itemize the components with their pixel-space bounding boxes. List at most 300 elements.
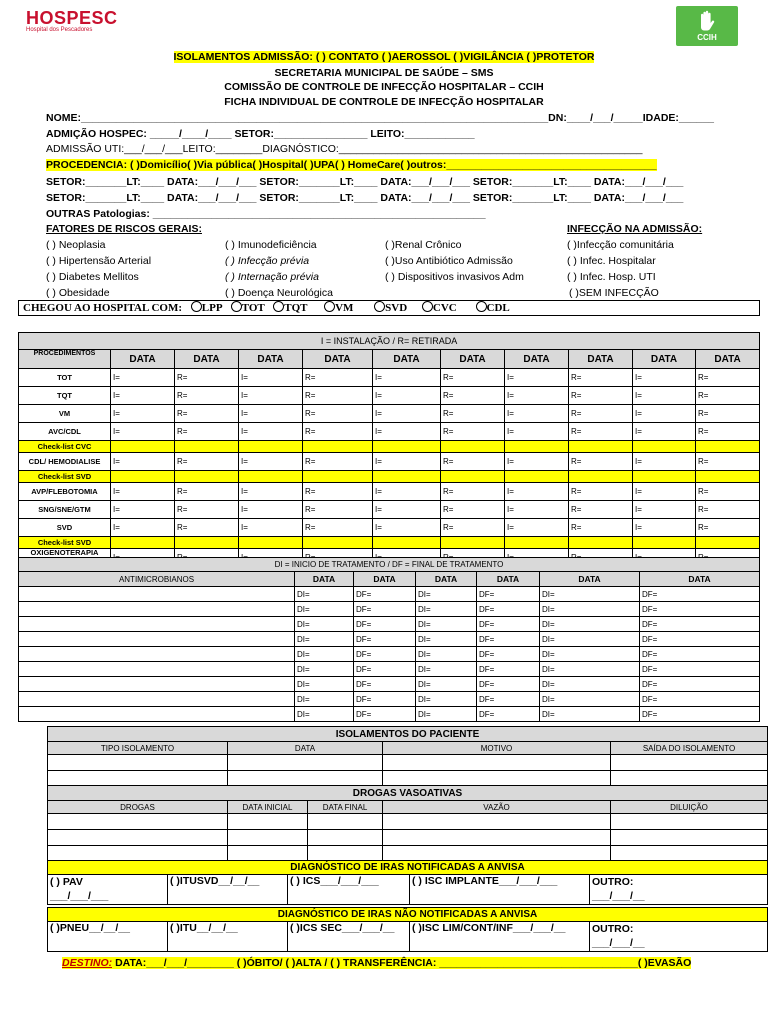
retirada-cell[interactable]: R= — [696, 519, 760, 537]
retirada-cell[interactable]: R= — [696, 501, 760, 519]
procedimento-label-text: CDL/ HEMODIALISE — [28, 457, 101, 466]
antimicrobiano-name-cell[interactable] — [19, 647, 295, 662]
antimicrobiano-row — [19, 677, 760, 692]
risk-diabetes[interactable]: ( ) Diabetes Mellitos — [46, 271, 139, 283]
checklist-cell[interactable] — [373, 441, 441, 453]
instalacao-cell[interactable]: I= — [239, 519, 303, 537]
antimicrobianos-header-data: DATA — [354, 572, 416, 587]
antimicrobianos-header: ANTIMICROBIANOS — [19, 572, 295, 587]
instalacao-cell[interactable]: I= — [633, 387, 696, 405]
instalacao-cell[interactable]: I= — [633, 501, 696, 519]
instalacao-cell[interactable]: I= — [633, 423, 696, 441]
admissao-uti-field[interactable]: ADMISSÃO UTI:___/___/___LEITO:________DIAGNÓSTICO:____________________________________________________ — [46, 143, 643, 155]
instalacao-cell[interactable]: I= — [111, 549, 175, 567]
instalacao-cell[interactable]: I= — [111, 405, 175, 423]
antimicrobiano-row — [19, 647, 760, 662]
setor-line-1[interactable]: SETOR:_______LT:____ DATA:___/___/___ SETOR:_______LT:____ DATA:___/___/___ SETOR:_______LT:____ DATA:___/___/___ — [46, 176, 684, 188]
final-tratamento-cell[interactable]: DF= — [640, 707, 760, 722]
procedimento-label — [19, 537, 111, 549]
checklist-cell[interactable] — [569, 537, 633, 549]
checklist-cell[interactable] — [505, 441, 569, 453]
inicio-tratamento-cell[interactable]: DI= — [540, 587, 640, 602]
setor-line-2[interactable]: SETOR:_______LT:____ DATA:___/___/___ SETOR:_______LT:____ DATA:___/___/___ SETOR:_______LT:____ DATA:___/___/___ — [46, 192, 684, 204]
checklist-cell[interactable] — [505, 537, 569, 549]
checklist-cell[interactable] — [441, 537, 505, 549]
risk-obesidade[interactable]: ( ) Obesidade — [46, 287, 110, 299]
radio-tot[interactable] — [231, 301, 242, 312]
procedimento-row — [19, 519, 760, 537]
retirada-cell[interactable]: R= — [696, 423, 760, 441]
final-tratamento-cell[interactable]: DF= — [354, 602, 416, 617]
chegou-option-lpp: LPP — [201, 302, 222, 314]
instalacao-cell[interactable]: I= — [373, 549, 441, 567]
retirada-cell[interactable]: R= — [569, 519, 633, 537]
procedimento-label — [19, 405, 111, 423]
inicio-tratamento-cell[interactable]: DI= — [295, 602, 354, 617]
retirada-cell[interactable]: R= — [569, 453, 633, 471]
retirada-cell[interactable]: R= — [569, 483, 633, 501]
retirada-cell[interactable]: R= — [569, 501, 633, 519]
retirada-cell[interactable]: R= — [175, 453, 239, 471]
hand-icon — [697, 10, 717, 32]
retirada-cell[interactable]: R= — [441, 483, 505, 501]
final-tratamento-cell[interactable]: DF= — [640, 692, 760, 707]
hospesc-logo — [26, 8, 118, 42]
inicio-tratamento-cell[interactable]: DI= — [295, 707, 354, 722]
inicio-tratamento-cell[interactable]: DI= — [416, 602, 477, 617]
inicio-tratamento-cell[interactable]: DI= — [540, 617, 640, 632]
hospesc-logo-text: HOSPESC — [26, 8, 118, 28]
procedimento-label-sub: (CN,MV,MH,BIPAP,CEPAP) — [36, 559, 93, 564]
retirada-cell[interactable]: R= — [441, 387, 505, 405]
antimicrobiano-row — [19, 602, 760, 617]
procedimentos-header-data: DATA — [239, 350, 303, 369]
instalacao-cell[interactable]: I= — [239, 369, 303, 387]
risk-infeccao-previa[interactable]: ( ) Infecção prévia — [225, 255, 310, 267]
radio-cdl[interactable] — [476, 301, 487, 312]
instalacao-cell[interactable]: I= — [505, 423, 569, 441]
procedimentos-header: PROCEDIMENTOS — [19, 350, 111, 369]
procedencia-field[interactable] — [46, 158, 657, 172]
procedimento-label-text: SVD — [56, 523, 73, 532]
instalacao-cell[interactable]: I= — [505, 405, 569, 423]
procedimentos-header-data: DATA — [303, 350, 373, 369]
instalacao-cell[interactable]: I= — [373, 423, 441, 441]
checklist-cell[interactable] — [303, 537, 373, 549]
inicio-tratamento-cell[interactable]: DI= — [540, 677, 640, 692]
procedimento-label — [19, 387, 111, 405]
inicio-tratamento-cell[interactable]: DI= — [295, 692, 354, 707]
retirada-cell[interactable]: R= — [175, 369, 239, 387]
retirada-cell[interactable]: R= — [303, 405, 373, 423]
instalacao-cell[interactable]: I= — [373, 369, 441, 387]
instalacao-cell[interactable]: I= — [373, 483, 441, 501]
nome-field[interactable]: NOME:________________________________________________________________________________DN:____/___/_____IDADE:______ — [46, 112, 714, 124]
procedencia-text: PROCEDENCIA: ( )Domicílio( )Via pública( )Hospital( )UPA( ) HomeCare( )outros:____________________________________ — [46, 159, 657, 171]
instalacao-cell[interactable]: I= — [505, 501, 569, 519]
retirada-cell[interactable]: R= — [303, 483, 373, 501]
inicio-tratamento-cell[interactable]: DI= — [540, 602, 640, 617]
antimicrobianos-header-data: DATA — [540, 572, 640, 587]
notif-outro-label: OUTRO: — [592, 876, 634, 888]
instalacao-cell[interactable]: I= — [111, 387, 175, 405]
checklist-cell[interactable] — [303, 471, 373, 483]
checklist-cell[interactable] — [633, 537, 696, 549]
procedimento-row — [19, 423, 760, 441]
procedimento-label — [19, 453, 111, 471]
instalacao-cell[interactable]: I= — [239, 501, 303, 519]
checklist-cell[interactable] — [373, 471, 441, 483]
retirada-cell[interactable]: R= — [303, 387, 373, 405]
antimicrobiano-row — [19, 662, 760, 677]
naonotif-pneu[interactable]: ( )PNEU__/__/__ — [48, 922, 168, 952]
instalacao-cell[interactable]: I= — [239, 405, 303, 423]
retirada-cell[interactable]: R= — [569, 423, 633, 441]
retirada-cell[interactable]: R= — [303, 501, 373, 519]
checklist-cell[interactable] — [239, 441, 303, 453]
checklist-cell[interactable] — [239, 537, 303, 549]
retirada-cell[interactable]: R= — [696, 405, 760, 423]
inicio-tratamento-cell[interactable]: DI= — [295, 617, 354, 632]
final-tratamento-cell[interactable]: DF= — [354, 677, 416, 692]
procedimento-label — [19, 501, 111, 519]
antimicrobiano-row — [19, 587, 760, 602]
notif-outro[interactable] — [590, 875, 768, 905]
instalacao-cell[interactable]: I= — [373, 405, 441, 423]
radio-cvc[interactable] — [422, 301, 433, 312]
retirada-cell[interactable]: R= — [303, 549, 373, 567]
antimicrobiano-row — [19, 632, 760, 647]
risk-doenca-neurologica[interactable]: ( ) Doença Neurológica — [225, 287, 333, 299]
instalacao-cell[interactable]: I= — [505, 453, 569, 471]
instalacao-cell[interactable]: I= — [239, 453, 303, 471]
outras-patologias-field[interactable]: OUTRAS Patologias: _________________________________________________________ — [46, 208, 486, 220]
checklist-cell[interactable] — [505, 471, 569, 483]
antimicrobiano-name-cell[interactable] — [19, 707, 295, 722]
antimicrobiano-name-cell[interactable] — [19, 617, 295, 632]
antimicrobianos-title: DI = INICIO DE TRATAMENTO / DF = FINAL DE TRATAMENTO — [19, 558, 760, 572]
inicio-tratamento-cell[interactable]: DI= — [416, 707, 477, 722]
antimicrobianos-header-data: DATA — [640, 572, 760, 587]
antimicrobianos-header-data: DATA — [416, 572, 477, 587]
inicio-tratamento-cell[interactable]: DI= — [416, 617, 477, 632]
final-tratamento-cell[interactable]: DF= — [354, 617, 416, 632]
instalacao-cell[interactable]: I= — [111, 501, 175, 519]
final-tratamento-cell[interactable]: DF= — [354, 587, 416, 602]
destino-text: DATA:___/___/________ ( )ÓBITO/ ( )ALTA / ( ) TRANSFERÊNCIA: __________________________________( )EVASÃO — [112, 957, 692, 969]
checklist-cell[interactable] — [441, 441, 505, 453]
notif-isc-implante[interactable]: ( ) ISC IMPLANTE___/___/___ — [410, 875, 590, 905]
final-tratamento-cell[interactable]: DF= — [354, 632, 416, 647]
instalacao-cell[interactable]: I= — [111, 519, 175, 537]
antimicrobiano-row — [19, 617, 760, 632]
instalacao-cell[interactable]: I= — [373, 501, 441, 519]
retirada-cell[interactable]: R= — [569, 549, 633, 567]
final-tratamento-cell[interactable]: DF= — [354, 662, 416, 677]
isolamento-row[interactable] — [48, 755, 768, 771]
retirada-cell[interactable]: R= — [696, 369, 760, 387]
final-tratamento-cell[interactable]: DF= — [640, 662, 760, 677]
final-tratamento-cell[interactable]: DF= — [477, 617, 540, 632]
chegou-option-cdl: CDL — [486, 302, 510, 314]
iras-notificadas-title: DIAGNÓSTICO DE IRAS NOTIFICADAS A ANVISA — [48, 861, 768, 875]
drogas-header-data-inicial: DATA INICIAL — [228, 801, 308, 814]
instalacao-cell[interactable]: I= — [505, 369, 569, 387]
instalacao-cell[interactable]: I= — [239, 423, 303, 441]
naonotif-outro-date: ___/___/__ — [592, 937, 645, 949]
instalacao-cell[interactable]: I= — [505, 519, 569, 537]
instalacao-cell[interactable]: I= — [373, 453, 441, 471]
final-tratamento-cell[interactable]: DF= — [640, 677, 760, 692]
risk-hipertensao[interactable]: ( ) Hipertensão Arterial — [46, 255, 152, 267]
chegou-option-vm: VM — [335, 302, 354, 314]
inicio-tratamento-cell[interactable]: DI= — [540, 647, 640, 662]
infec-hosp-uti[interactable]: ( ) Infec. Hosp. UTI — [567, 271, 656, 283]
infec-hospitalar[interactable]: ( ) Infec. Hospitalar — [567, 255, 656, 267]
retirada-cell[interactable]: R= — [175, 519, 239, 537]
instalacao-cell[interactable]: I= — [505, 483, 569, 501]
procedimento-label-text: AVC/CDL — [48, 427, 81, 436]
naonotif-ics-sec[interactable]: ( )ICS SEC___/___/__ — [288, 922, 410, 952]
retirada-cell[interactable]: R= — [696, 387, 760, 405]
risk-imunodeficiencia[interactable]: ( ) Imunodeficiência — [225, 239, 317, 251]
chegou-option-tqt: TQT — [284, 302, 308, 314]
inicio-tratamento-cell[interactable]: DI= — [295, 677, 354, 692]
instalacao-cell[interactable]: I= — [633, 549, 696, 567]
procedimento-label-text: Check-list SVD — [37, 538, 92, 547]
iras-nao-notificadas-title: DIAGNÓSTICO DE IRAS NÃO NOTIFICADAS A ANVISA — [48, 908, 768, 922]
checklist-cell[interactable] — [303, 441, 373, 453]
procedimento-label — [19, 441, 111, 453]
radio-lpp[interactable] — [191, 301, 202, 312]
checklist-cell[interactable] — [696, 441, 760, 453]
checklist-cell[interactable] — [569, 441, 633, 453]
procedimento-row — [19, 471, 760, 483]
checklist-cell[interactable] — [569, 471, 633, 483]
isolamentos-admissao-line — [0, 50, 768, 64]
antimicrobiano-name-cell[interactable] — [19, 662, 295, 677]
notif-pav-date: ___/___/___ — [50, 890, 109, 902]
notif-pav-text: ( ) PAV — [50, 876, 83, 888]
checklist-cell[interactable] — [696, 537, 760, 549]
checklist-cell[interactable] — [111, 537, 175, 549]
checklist-cell[interactable] — [111, 441, 175, 453]
retirada-cell[interactable]: R= — [441, 501, 505, 519]
procedimentos-header-data: DATA — [569, 350, 633, 369]
procedimento-row — [19, 405, 760, 423]
drogas-row[interactable] — [48, 814, 768, 830]
final-tratamento-cell[interactable]: DF= — [477, 632, 540, 647]
chegou-label: CHEGOU AO HOSPITAL COM: — [23, 302, 183, 314]
instalacao-cell[interactable]: I= — [111, 369, 175, 387]
naonotif-itu[interactable]: ( )ITU__/__/__ — [168, 922, 288, 952]
instalacao-cell[interactable]: I= — [633, 483, 696, 501]
procedimento-label-text: AVP/FLEBOTOMIA — [31, 487, 98, 496]
notif-pav[interactable] — [48, 875, 168, 905]
instalacao-cell[interactable]: I= — [373, 387, 441, 405]
chegou-option-cvc: CVC — [432, 302, 457, 314]
procedimento-label-text: OXIGENOTERAPIA — [30, 548, 99, 557]
retirada-cell[interactable]: R= — [441, 453, 505, 471]
instalacao-cell[interactable]: I= — [633, 369, 696, 387]
inicio-tratamento-cell[interactable]: DI= — [416, 677, 477, 692]
notif-outro-date: ___/___/__ — [592, 890, 645, 902]
procedimento-label — [19, 471, 111, 483]
inicio-tratamento-cell[interactable]: DI= — [540, 707, 640, 722]
inicio-tratamento-cell[interactable]: DI= — [540, 632, 640, 647]
procedimento-label — [19, 369, 111, 387]
final-tratamento-cell[interactable]: DF= — [640, 647, 760, 662]
procedimento-row — [19, 441, 760, 453]
iras-notificadas-table — [47, 860, 768, 905]
naonotif-isc-lim[interactable]: ( )ISC LIM/CONT/INF___/___/__ — [410, 922, 590, 952]
retirada-cell[interactable]: R= — [696, 453, 760, 471]
isolamento-header-data: DATA — [228, 742, 383, 755]
naonotif-outro-label: OUTRO: — [592, 923, 634, 935]
antimicrobiano-name-cell[interactable] — [19, 587, 295, 602]
retirada-cell[interactable]: R= — [175, 549, 239, 567]
procedimentos-header-data: DATA — [175, 350, 239, 369]
inicio-tratamento-cell[interactable]: DI= — [295, 587, 354, 602]
checklist-cell[interactable] — [175, 471, 239, 483]
final-tratamento-cell[interactable]: DF= — [477, 707, 540, 722]
final-tratamento-cell[interactable]: DF= — [354, 692, 416, 707]
instalacao-cell[interactable]: I= — [373, 519, 441, 537]
retirada-cell[interactable]: R= — [175, 483, 239, 501]
risk-neoplasia[interactable]: ( ) Neoplasia — [46, 239, 106, 251]
retirada-cell[interactable]: R= — [569, 405, 633, 423]
instalacao-cell[interactable]: I= — [633, 405, 696, 423]
retirada-cell[interactable]: R= — [175, 405, 239, 423]
chegou-option-tot: TOT — [241, 302, 265, 314]
final-tratamento-cell[interactable]: DF= — [640, 632, 760, 647]
sem-infeccao[interactable]: ( )SEM INFECÇÃO — [569, 287, 659, 299]
radio-svd[interactable] — [374, 301, 385, 312]
checklist-cell[interactable] — [441, 471, 505, 483]
infec-comunitaria[interactable]: ( )Infecção comunitária — [567, 239, 674, 251]
antimicrobiano-row — [19, 692, 760, 707]
radio-tqt[interactable] — [273, 301, 284, 312]
retirada-cell[interactable]: R= — [696, 549, 760, 567]
retirada-cell[interactable]: R= — [441, 549, 505, 567]
risk-renal-cronico[interactable]: ( )Renal Crônico — [385, 239, 462, 251]
retirada-cell[interactable]: R= — [441, 369, 505, 387]
checklist-cell[interactable] — [373, 537, 441, 549]
risk-internacao-previa[interactable]: ( ) Internação prévia — [225, 271, 319, 283]
retirada-cell[interactable]: R= — [569, 387, 633, 405]
checklist-cell[interactable] — [633, 441, 696, 453]
inicio-tratamento-cell[interactable]: DI= — [540, 662, 640, 677]
admissao-field[interactable]: ADMIÇÃO HOSPEC: _____/____/____ SETOR:________________ LEITO:____________ — [46, 128, 475, 140]
retirada-cell[interactable]: R= — [303, 453, 373, 471]
inicio-tratamento-cell[interactable]: DI= — [295, 647, 354, 662]
inicio-tratamento-cell[interactable]: DI= — [295, 632, 354, 647]
retirada-cell[interactable]: R= — [303, 369, 373, 387]
final-tratamento-cell[interactable]: DF= — [477, 587, 540, 602]
ccih-logo — [676, 6, 738, 46]
instalacao-cell[interactable]: I= — [505, 387, 569, 405]
procedimentos-title: I = INSTALAÇÃO / R= RETIRADA — [19, 333, 760, 350]
procedimentos-header-data: DATA — [505, 350, 569, 369]
retirada-cell[interactable]: R= — [441, 423, 505, 441]
inicio-tratamento-cell[interactable]: DI= — [295, 662, 354, 677]
final-tratamento-cell[interactable]: DF= — [477, 647, 540, 662]
antimicrobiano-name-cell[interactable] — [19, 632, 295, 647]
fatores-risco-title: FATORES DE RISCOS GERAIS: — [46, 223, 202, 235]
retirada-cell[interactable]: R= — [441, 405, 505, 423]
procedimento-label-text: TQT — [57, 391, 72, 400]
inicio-tratamento-cell[interactable]: DI= — [416, 587, 477, 602]
antimicrobiano-name-cell[interactable] — [19, 602, 295, 617]
instalacao-cell[interactable]: I= — [239, 387, 303, 405]
instalacao-cell[interactable]: I= — [239, 549, 303, 567]
final-tratamento-cell[interactable]: DF= — [354, 707, 416, 722]
checklist-cell[interactable] — [633, 471, 696, 483]
instalacao-cell[interactable]: I= — [633, 453, 696, 471]
inicio-tratamento-cell[interactable]: DI= — [416, 647, 477, 662]
antimicrobiano-name-cell[interactable] — [19, 692, 295, 707]
final-tratamento-cell[interactable]: DF= — [354, 647, 416, 662]
retirada-cell[interactable]: R= — [441, 519, 505, 537]
retirada-cell[interactable]: R= — [175, 501, 239, 519]
isolamentos-paciente-title: ISOLAMENTOS DO PACIENTE — [48, 727, 768, 742]
inicio-tratamento-cell[interactable]: DI= — [416, 632, 477, 647]
procedimento-row — [19, 453, 760, 471]
instalacao-cell[interactable]: I= — [111, 423, 175, 441]
checklist-cell[interactable] — [239, 471, 303, 483]
destino-line[interactable] — [62, 956, 691, 970]
instalacao-cell[interactable]: I= — [633, 519, 696, 537]
retirada-cell[interactable]: R= — [175, 387, 239, 405]
checklist-cell[interactable] — [111, 471, 175, 483]
checklist-cell[interactable] — [696, 471, 760, 483]
notif-itusvd[interactable]: ( )ITUSVD__/__/__ — [168, 875, 288, 905]
inicio-tratamento-cell[interactable]: DI= — [540, 692, 640, 707]
retirada-cell[interactable]: R= — [696, 483, 760, 501]
checklist-cell[interactable] — [175, 537, 239, 549]
instalacao-cell[interactable]: I= — [111, 483, 175, 501]
final-tratamento-cell[interactable]: DF= — [640, 617, 760, 632]
retirada-cell[interactable]: R= — [569, 369, 633, 387]
instalacao-cell[interactable]: I= — [111, 453, 175, 471]
checklist-cell[interactable] — [175, 441, 239, 453]
notif-ics[interactable]: ( ) ICS___/___/___ — [288, 875, 410, 905]
final-tratamento-cell[interactable]: DF= — [477, 677, 540, 692]
final-tratamento-cell[interactable]: DF= — [477, 602, 540, 617]
inicio-tratamento-cell[interactable]: DI= — [416, 662, 477, 677]
procedimento-row — [19, 369, 760, 387]
naonotif-outro[interactable] — [590, 922, 768, 952]
final-tratamento-cell[interactable]: DF= — [477, 692, 540, 707]
radio-vm[interactable] — [324, 301, 335, 312]
drogas-row[interactable] — [48, 830, 768, 846]
inicio-tratamento-cell[interactable]: DI= — [416, 692, 477, 707]
instalacao-cell[interactable]: I= — [239, 483, 303, 501]
procedimento-label-text: SNG/SNE/GTM — [38, 505, 91, 514]
final-tratamento-cell[interactable]: DF= — [477, 662, 540, 677]
final-tratamento-cell[interactable]: DF= — [640, 587, 760, 602]
procedimento-label — [19, 519, 111, 537]
risk-dispositivos-invasivos[interactable]: ( ) Dispositivos invasivos Adm — [385, 271, 524, 283]
retirada-cell[interactable]: R= — [303, 423, 373, 441]
antimicrobiano-name-cell[interactable] — [19, 677, 295, 692]
procedimento-row — [19, 501, 760, 519]
risk-uso-antibiotico[interactable]: ( )Uso Antibiótico Admissão — [385, 255, 513, 267]
retirada-cell[interactable]: R= — [175, 423, 239, 441]
retirada-cell[interactable]: R= — [303, 519, 373, 537]
final-tratamento-cell[interactable]: DF= — [640, 602, 760, 617]
instalacao-cell[interactable]: I= — [505, 549, 569, 567]
